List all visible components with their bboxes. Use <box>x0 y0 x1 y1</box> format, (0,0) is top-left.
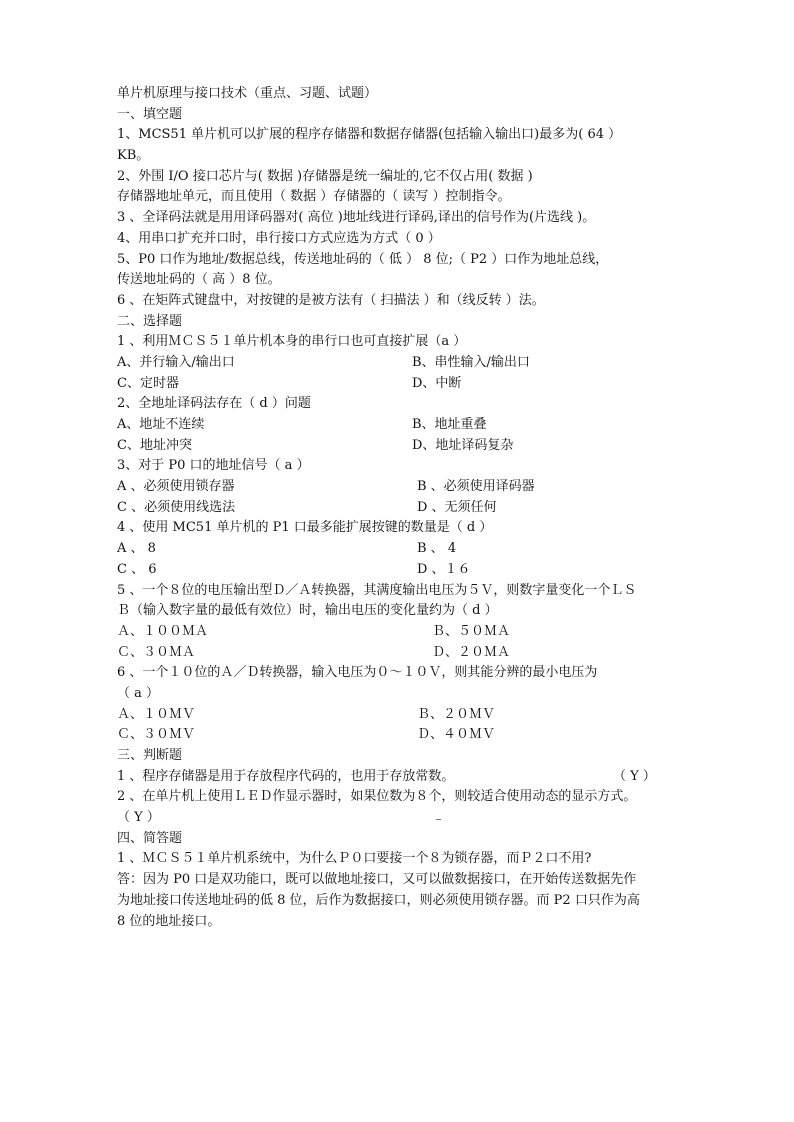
option-d: D、中断 <box>412 375 462 391</box>
option-c: Ｃ、３０ＭＡ <box>117 644 196 660</box>
option-a: A 、必须使用锁存器 <box>117 479 235 495</box>
option-c: C 、 6 <box>117 561 157 577</box>
option-a: A、并行输入/输出口 <box>117 354 235 370</box>
fill-q6: 6 、在矩阵式键盘中，对按键的是被方法有（ 扫描法 ）和（线反转 ）法。 <box>117 292 545 308</box>
section-heading-choice: 二、选择题 <box>117 313 183 329</box>
choice-q5-options-row1 <box>117 622 683 643</box>
choice-q4: 4 、使用 MC51 单片机的 P1 口最多能扩展按键的数量是（ d ） <box>117 520 493 536</box>
section-heading-fill-blank: 一、填空题 <box>117 106 183 122</box>
judge-q1-answer: （ Y ） <box>613 768 656 784</box>
fill-q1-line1: 1、MCS51 单片机可以扩展的程序存储器和数据存储器(包括输入输出口)最多为( 64 ） <box>117 127 622 143</box>
choice-q2-options-row2 <box>117 436 683 457</box>
judge-q1-text: 1 、程序存储器是用于存放程序代码的，也用于存放常数。 <box>117 768 455 784</box>
short-answer-line3: 8 位的地址接口。 <box>117 913 221 929</box>
option-d: Ｄ、２０ＭＡ <box>432 644 511 660</box>
option-b: Ｂ、５０ＭＡ <box>432 623 511 639</box>
section-heading-true-false: 三、判断题 <box>117 748 183 763</box>
option-d: Ｄ、４０ＭＶ <box>417 727 496 743</box>
fill-q4: 4、用串口扩充并口时，串行接口方式应选为方式（ 0 ） <box>117 230 441 246</box>
stray-mark <box>436 819 441 820</box>
document-body <box>117 84 683 932</box>
judge-q2-line1: 2 、在单片机上使用ＬＥＤ作显示器时，如果位数为８个，则较适合使用动态的显示方式。 <box>117 789 637 805</box>
option-b: B、地址重叠 <box>412 417 487 432</box>
fill-q1-line2: KB。 <box>117 148 150 164</box>
option-c: C 、必须使用线选法 <box>117 499 236 515</box>
fill-q5-line1: 5、P0 口作为地址/数据总线，传送地址码的（ 低 ） 8 位;（ P2 ）口作为地址总线， <box>117 251 609 267</box>
option-d: D 、１６ <box>417 561 471 577</box>
choice-q6-line2: （ a ） <box>117 685 160 701</box>
option-a: A 、 8 <box>117 541 156 557</box>
judge-q1 <box>117 767 683 788</box>
choice-q1-options-row1 <box>117 353 683 374</box>
document-title: 单片机原理与接口技术（重点、习题、试题） <box>117 86 378 101</box>
choice-q2-options-row1 <box>117 415 683 436</box>
choice-q3-options-row1 <box>117 477 683 498</box>
fill-q2-line2: 存储器地址单元，而且使用（ 数据 ）存储器的（ 读写 ）控制指令。 <box>117 189 511 205</box>
option-d: D 、无须任何 <box>417 499 497 515</box>
option-a: Ａ、１０ＭＶ <box>117 706 196 722</box>
option-b: Ｂ、２０ＭＶ <box>417 706 496 722</box>
choice-q6-options-row1 <box>117 705 683 726</box>
choice-q4-options-row2 <box>117 560 683 581</box>
choice-q5-options-row2 <box>117 643 683 664</box>
option-c: Ｃ、３０ＭＶ <box>117 727 196 743</box>
choice-q3: 3、对于 P0 口的地址信号（ a ） <box>117 458 310 474</box>
fill-q2-line1: 2、外围 I/O 接口芯片与( 数据 )存储器是统一编址的,它不仅占用( 数据 ) <box>117 168 533 184</box>
choice-q5-line2: Ｂ（输入数字量的最低有效位）时，输出电压的变化量约为（ d ） <box>117 603 498 619</box>
option-b: B 、必须使用译码器 <box>417 479 535 495</box>
short-answer-line1: 答：因为 P0 口是双功能口，既可以做地址接口，又可以做数据接口，在开始传送数据先作 <box>117 872 637 888</box>
choice-q4-options-row1 <box>117 539 683 560</box>
short-answer-line2: 为地址接口传送地址码的低 8 位，后作为数据接口，则必须使用锁存器。而 P2 口只作为高 <box>117 892 640 908</box>
section-heading-short-answer: 四、简答题 <box>117 830 183 846</box>
judge-q2-line2: （ Y ） <box>117 810 160 826</box>
choice-q3-options-row2 <box>117 498 683 519</box>
fill-q3: 3 、全译码法就是用用译码器对( 高位 )地址线进行译码,译出的信号作为(片选线 )。 <box>117 210 596 226</box>
choice-q2: 2、全地址译码法存在（ d ）问题 <box>117 396 311 412</box>
choice-q6-line1: 6 、一个１０位的Ａ／Ｄ转换器，输入电压为０～１０Ｖ，则其能分辨的最小电压为 <box>117 665 598 681</box>
option-c: C、地址冲突 <box>117 437 192 453</box>
option-a: Ａ、１００ＭＡ <box>117 623 209 639</box>
choice-q6-options-row2 <box>117 725 683 746</box>
option-c: C、定时器 <box>117 375 179 391</box>
option-a: A、地址不连续 <box>117 417 205 432</box>
choice-q5-line1: 5 、一个８位的电压输出型Ｄ／Ａ转换器，其满度输出电压为５Ｖ，则数字量变化一个ＬＳ <box>117 582 637 598</box>
option-b: B 、 4 <box>417 541 457 557</box>
choice-q1: 1 、利用ＭＣＳ５１单片机本身的串行口也可直接扩展（a ） <box>117 334 467 350</box>
option-d: D、地址译码复杂 <box>412 437 514 453</box>
choice-q1-options-row2 <box>117 374 683 395</box>
fill-q5-line2: 传送地址码的（ 高 ）8 位。 <box>117 272 281 288</box>
short-q1: 1 、ＭＣＳ５１单片机系统中，为什么Ｐ０口要接一个８为锁存器，而Ｐ２口不用? <box>117 851 592 867</box>
option-b: B、串性输入/输出口 <box>412 354 530 370</box>
